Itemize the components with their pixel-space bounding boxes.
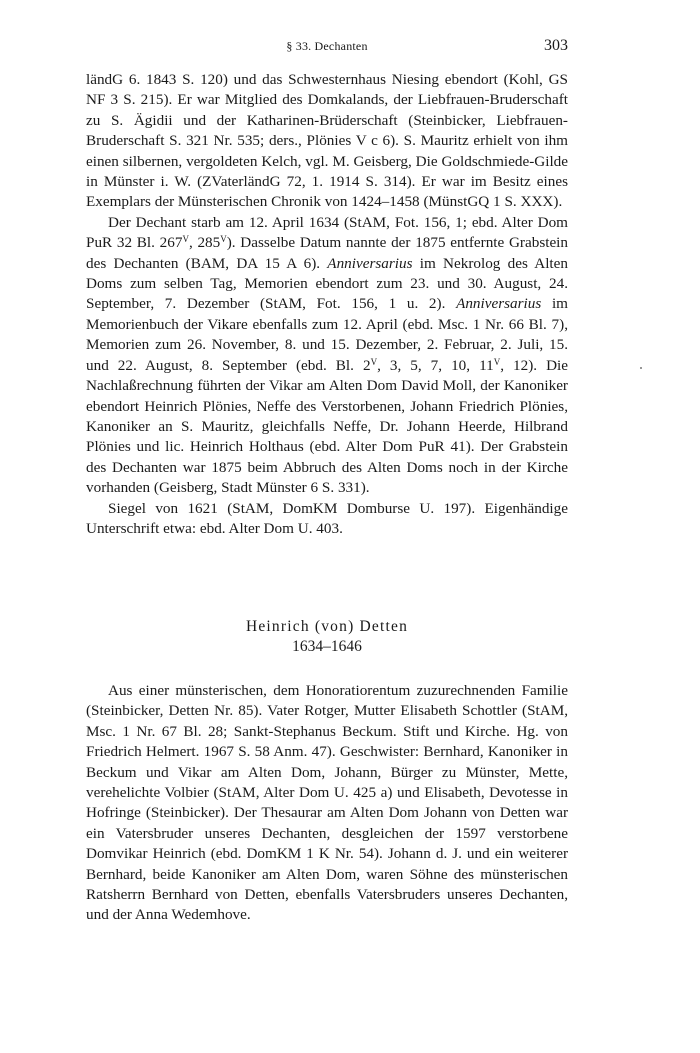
text-run: ). Dasselbe Datum nannte der 1875 entfernte Grabstein des Dechanten (BAM, DA 15 A 6). (86, 234, 568, 272)
paragraph-seal: Siegel von 1621 (StAM, DomKM Domburse U. 197). Eigenhändige Unterschrift etwa: ebd. Alter Dom U. 403. (86, 499, 568, 537)
superscript-verso: V (182, 234, 189, 245)
text-run: , 285 (188, 234, 221, 252)
italic-term: Anniversarius (456, 295, 542, 313)
section-person-name: Heinrich (von) Detten (245, 618, 409, 635)
paragraph-continuation: ländG 6. 1843 S. 120) und das Schwesternhaus Niesing ebendort (Kohl, GS NF 3 S. 215). Er war Mitglied des Domkalands, der Liebfrauen-Bruderschaft zu S. Ägidii und der Katharinen-Brüderschaft (Steinbicker, Liebfrauen-Bruderschaft S. 321 Nr. 535; ders., Plönies V c 6). S. Mauritz erhielt von ihm einen silbernen, vergoldeten Kelch, vgl. M. Geisberg, Die Goldschmiede-Gilde in Münster i. W. (ZVaterländG 72, 1. 1914 S. 314). Er war im Besitz eines Exemplars der Münsterischen Chronik von 1424–1458 (MünstGQ 1 S. XXX). (86, 71, 568, 211)
margin-mark (640, 367, 642, 369)
text-run: im Nekrolog des Alten Doms zum selben Tag, Memorien ebendort zum 23. und 30. August, 24. September, 7. Dezember (StAM, Fot. 156, 1 u. 2). (86, 254, 568, 313)
running-head (86, 37, 568, 57)
main-text (86, 70, 568, 539)
page-number: 303 (544, 37, 568, 54)
text-run: , 12). Die Nachlaßrechnung führten der Vikar am Alten Dom David Moll, der Kanoniker ebendort Heinrich Plönies, Neffe des Verstorbenen, Johann Friedrich Plönies, Kanoniker an S. Mauritz, gleichfalls Neffe, Dr. Johann Heerde, Hilbrand Plönies und lic. Heinrich Holthaus (ebd. Alter Dom PuR 41). Der Grabstein des Dechanten war 1875 beim Abbruch des Alten Doms noch in der Kirche vorhanden (Geisberg, Stadt Münster 6 S. 331). (86, 356, 568, 497)
text-run: , 3, 5, 7, 10, 11 (377, 356, 494, 374)
running-title: § 33. Dechanten (286, 39, 368, 53)
italic-term: Anniversarius (327, 254, 413, 272)
superscript-verso: V (493, 356, 501, 367)
text-run: im Memorienbuch der Vikare ebenfalls zum 12. April (ebd. Msc. 1 Nr. 66 Bl. 7), Memorien zum 26. November, 8. und 15. Dezember, 2. Februar, 2. Juli, 15. und 22. August, 8. September (ebd. Bl. 2 (86, 295, 568, 374)
paragraph-death (86, 213, 568, 499)
superscript-verso: V (220, 234, 227, 245)
section-text (86, 681, 568, 926)
text-run: Der Dechant starb am 12. April 1634 (StAM, Fot. 156, 1; ebd. Alter Dom PuR 32 Bl. 267 (86, 213, 568, 252)
section-years: 1634–1646 (292, 638, 362, 655)
paragraph-family: Aus einer münsterischen, dem Honoratiorentum zuzurechnenden Familie (Steinbicker, Detten Nr. 85). Vater Rotger, Mutter Elisabeth Schottler (StAM, Msc. 1 Nr. 67 Bl. 28; Sankt-Stephanus Beckum. Stift und Kirche. Hg. von Friedrich Helmert. 1967 S. 58 Anm. 47). Geschwister: Bernhard, Kanoniker in Beckum und Vikar am Alten Dom, Johann, Bürger zu Münster, Mette, verehelichte Volbier (StAM, Alter Dom U. 425 a) und Elisabeth, Devotesse in Hofringe (Steinbicker). Der Thesaurar am Alten Dom Johann von Detten war ein Vatersbruder unseres Dechanten, desgleichen der 1597 verstorbene Domvikar Heinrich (ebd. DomKM 1 K Nr. 54). Johann d. J. und ein weiterer Bernhard, beide Kanoniker am Alten Dom, waren Söhne des münsterischen Ratsherrn Bernhard von Detten, ebenfalls Vatersbruders unseres Dechanten, und der Anna Wedemhove. (86, 682, 568, 924)
section-heading (86, 617, 568, 657)
superscript-verso: V (370, 356, 378, 367)
